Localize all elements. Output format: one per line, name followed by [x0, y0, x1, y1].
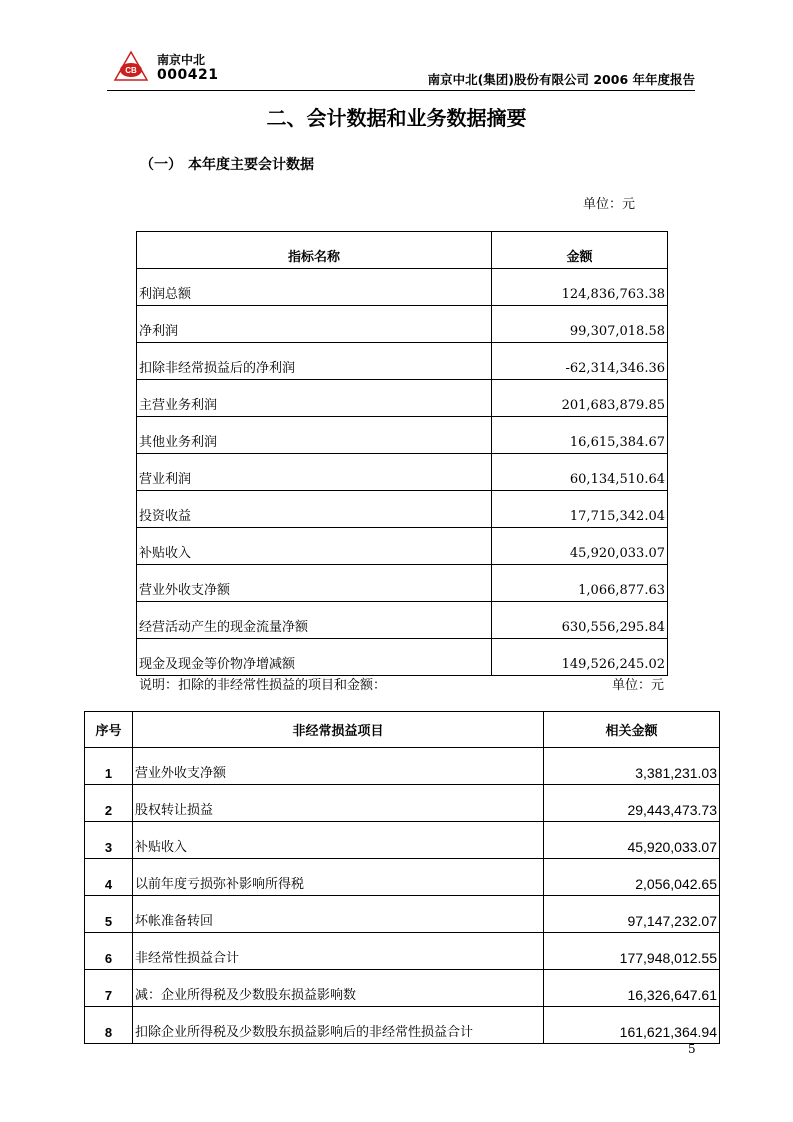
item-name: 以前年度亏损弥补影响所得税: [133, 859, 544, 896]
indicator-name: 主营业务利润: [137, 380, 492, 417]
indicator-name: 补贴收入: [137, 528, 492, 565]
row-number: 2: [85, 785, 133, 822]
row-number: 8: [85, 1007, 133, 1044]
indicator-amount: 630,556,295.84: [492, 602, 668, 639]
indicator-amount: 60,134,510.64: [492, 454, 668, 491]
item-amount: 29,443,473.73: [544, 785, 720, 822]
indicator-amount: 149,526,245.02: [492, 639, 668, 676]
indicator-name: 现金及现金等价物净增减额: [137, 639, 492, 676]
table-row: [137, 639, 668, 676]
indicator-amount: 124,836,763.38: [492, 269, 668, 306]
item-name: 坏帐准备转回: [133, 896, 544, 933]
table-row: [85, 822, 720, 859]
indicator-amount: 17,715,342.04: [492, 491, 668, 528]
indicator-name: 营业外收支净额: [137, 565, 492, 602]
indicator-amount: 1,066,877.63: [492, 565, 668, 602]
row-number: 3: [85, 822, 133, 859]
table-row: [85, 748, 720, 785]
indicator-name: 其他业务利润: [137, 417, 492, 454]
indicator-name: 利润总额: [137, 269, 492, 306]
table-row: [137, 417, 668, 454]
company-logo: [113, 50, 149, 82]
indicator-name: 投资收益: [137, 491, 492, 528]
note-text: 说明：扣除的非经常性损益的项目和金额：: [139, 678, 387, 693]
subsection-number: （一）: [140, 157, 182, 173]
column-header-indicator: 指标名称: [137, 232, 492, 269]
table-row: [85, 970, 720, 1007]
row-number: 7: [85, 970, 133, 1007]
table-row: [137, 269, 668, 306]
item-amount: 45,920,033.07: [544, 822, 720, 859]
table-header-row: [85, 712, 720, 748]
indicator-name: 经营活动产生的现金流量净额: [137, 602, 492, 639]
report-title: 南京中北(集团)股份有限公司 2006 年年度报告: [427, 72, 695, 87]
indicator-amount: 45,920,033.07: [492, 528, 668, 565]
table-row: [137, 306, 668, 343]
page-number: 5: [688, 1042, 696, 1056]
item-amount: 2,056,042.65: [544, 859, 720, 896]
logo-text: CB: [125, 66, 137, 75]
table-row: [85, 933, 720, 970]
item-name: 股权转让损益: [133, 785, 544, 822]
non-recurring-items-table: [84, 711, 720, 1044]
indicator-amount: 201,683,879.85: [492, 380, 668, 417]
row-number: 5: [85, 896, 133, 933]
table-row: [85, 1007, 720, 1044]
indicator-amount: -62,314,346.36: [492, 343, 668, 380]
table-row: [137, 380, 668, 417]
subsection-heading: [140, 154, 314, 174]
company-short-name: 南京中北: [157, 53, 206, 67]
column-header-amount: 金额: [492, 232, 668, 269]
subsection-title: 本年度主要会计数据: [188, 157, 314, 173]
table-row: [137, 602, 668, 639]
row-number: 4: [85, 859, 133, 896]
row-number: 6: [85, 933, 133, 970]
table-row: [137, 528, 668, 565]
item-amount: 97,147,232.07: [544, 896, 720, 933]
indicator-amount: 99,307,018.58: [492, 306, 668, 343]
row-number: 1: [85, 748, 133, 785]
item-name: 减：企业所得税及少数股东损益影响数: [133, 970, 544, 1007]
table-row: [85, 785, 720, 822]
main-accounting-table: [136, 231, 668, 676]
table-row: [137, 343, 668, 380]
indicator-name: 扣除非经常损益后的净利润: [137, 343, 492, 380]
unit-label: 单位：元: [583, 197, 636, 212]
item-name: 非经常性损益合计: [133, 933, 544, 970]
item-name: 扣除企业所得税及少数股东损益影响后的非经常性损益合计: [133, 1007, 544, 1044]
table-row: [85, 896, 720, 933]
unit-label-2: 单位：元: [612, 678, 665, 693]
item-amount: 16,326,647.61: [544, 970, 720, 1007]
column-header-related-amount: 相关金额: [544, 712, 720, 748]
section-title: 二、会计数据和业务数据摘要: [266, 106, 527, 130]
header-divider: [107, 90, 695, 91]
indicator-name: 净利润: [137, 306, 492, 343]
table-row: [137, 565, 668, 602]
item-name: 营业外收支净额: [133, 748, 544, 785]
indicator-amount: 16,615,384.67: [492, 417, 668, 454]
item-amount: 161,621,364.94: [544, 1007, 720, 1044]
stock-code: 000421: [157, 67, 219, 83]
item-amount: 3,381,231.03: [544, 748, 720, 785]
item-amount: 177,948,012.55: [544, 933, 720, 970]
table-row: [137, 491, 668, 528]
column-header-item: 非经常损益项目: [133, 712, 544, 748]
indicator-name: 营业利润: [137, 454, 492, 491]
table-header-row: [137, 232, 668, 269]
table-row: [137, 454, 668, 491]
table-row: [85, 859, 720, 896]
column-header-no: 序号: [85, 712, 133, 748]
item-name: 补贴收入: [133, 822, 544, 859]
